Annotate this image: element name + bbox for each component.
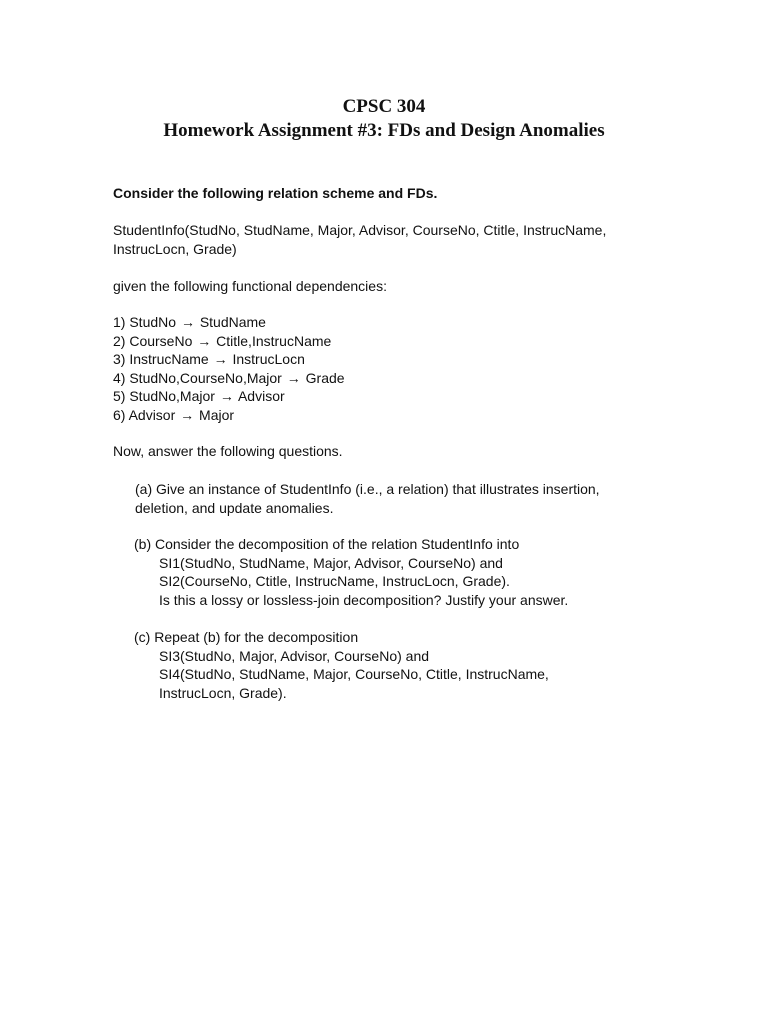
question-a	[113, 480, 673, 517]
relation-scheme	[113, 221, 673, 258]
fd-item	[113, 406, 673, 425]
question-b-line-4: Is this a lossy or lossless-join decomposition? Justify your answer.	[159, 591, 569, 608]
course-title: CPSC 304	[342, 96, 426, 117]
fd-lhs: 2) CourseNo	[113, 332, 193, 349]
question-c-line-2: SI3(StudNo, Major, Advisor, CourseNo) and	[159, 647, 430, 664]
fd-item	[113, 387, 673, 406]
question-b-line-3: SI2(CourseNo, Ctitle, InstrucName, InstrucLocn, Grade).	[159, 573, 510, 589]
relation-line-2: InstrucLocn, Grade)	[113, 240, 237, 257]
intro-heading	[113, 184, 673, 203]
fd-rhs: Major	[199, 406, 235, 423]
relation-line-1: StudentInfo(StudNo, StudName, Major, Advisor, CourseNo, Ctitle, InstrucName,	[113, 222, 607, 238]
fd-item	[113, 313, 673, 332]
right-arrow-icon: →	[197, 332, 212, 349]
question-c-line-3: SI4(StudNo, StudName, Major, CourseNo, Ctitle, InstrucName,	[159, 666, 549, 682]
fd-item	[113, 332, 673, 351]
right-arrow-icon: →	[180, 406, 195, 423]
intro-text: Consider the following relation scheme and FDs.	[113, 185, 438, 201]
right-arrow-icon: →	[219, 388, 234, 404]
question-a-line-1: (a) Give an instance of StudentInfo (i.e., a relation) that illustrates insertion,	[135, 481, 600, 497]
right-arrow-icon: →	[286, 369, 301, 386]
fd-rhs: Ctitle,InstrucName	[216, 332, 332, 349]
right-arrow-icon: →	[180, 314, 195, 330]
questions-intro-text: Now, answer the following questions.	[113, 443, 343, 459]
fd-lhs: 6) Advisor	[113, 406, 176, 423]
fd-item	[113, 369, 673, 388]
fd-intro	[113, 277, 673, 296]
assignment-title: Homework Assignment #3: FDs and Design Anomalies	[163, 120, 605, 141]
fd-lhs: 4) StudNo,CourseNo,Major	[113, 369, 282, 386]
question-c-line-4: InstrucLocn, Grade).	[159, 684, 287, 701]
fd-rhs: InstrucLocn	[232, 351, 305, 367]
question-b-line-1: (b) Consider the decomposition of the relation StudentInfo into	[134, 536, 520, 552]
fd-list	[113, 313, 673, 424]
fd-item	[113, 350, 673, 369]
fd-rhs: Grade	[305, 369, 345, 386]
question-b	[113, 535, 673, 609]
question-a-line-2: deletion, and update anomalies.	[135, 499, 334, 516]
fd-lhs: 3) InstrucName	[113, 351, 209, 367]
questions-intro	[113, 442, 673, 461]
question-c	[113, 628, 673, 702]
fd-rhs: StudName	[199, 314, 266, 330]
question-c-line-1: (c) Repeat (b) for the decomposition	[134, 629, 359, 645]
fd-intro-text: given the following functional dependencies:	[113, 278, 387, 294]
fd-lhs: 5) StudNo,Major	[113, 388, 215, 404]
fd-lhs: 1) StudNo	[113, 314, 177, 330]
right-arrow-icon: →	[213, 351, 228, 367]
question-b-line-2: SI1(StudNo, StudName, Major, Advisor, CourseNo) and	[159, 554, 503, 571]
fd-rhs: Advisor	[237, 388, 285, 404]
